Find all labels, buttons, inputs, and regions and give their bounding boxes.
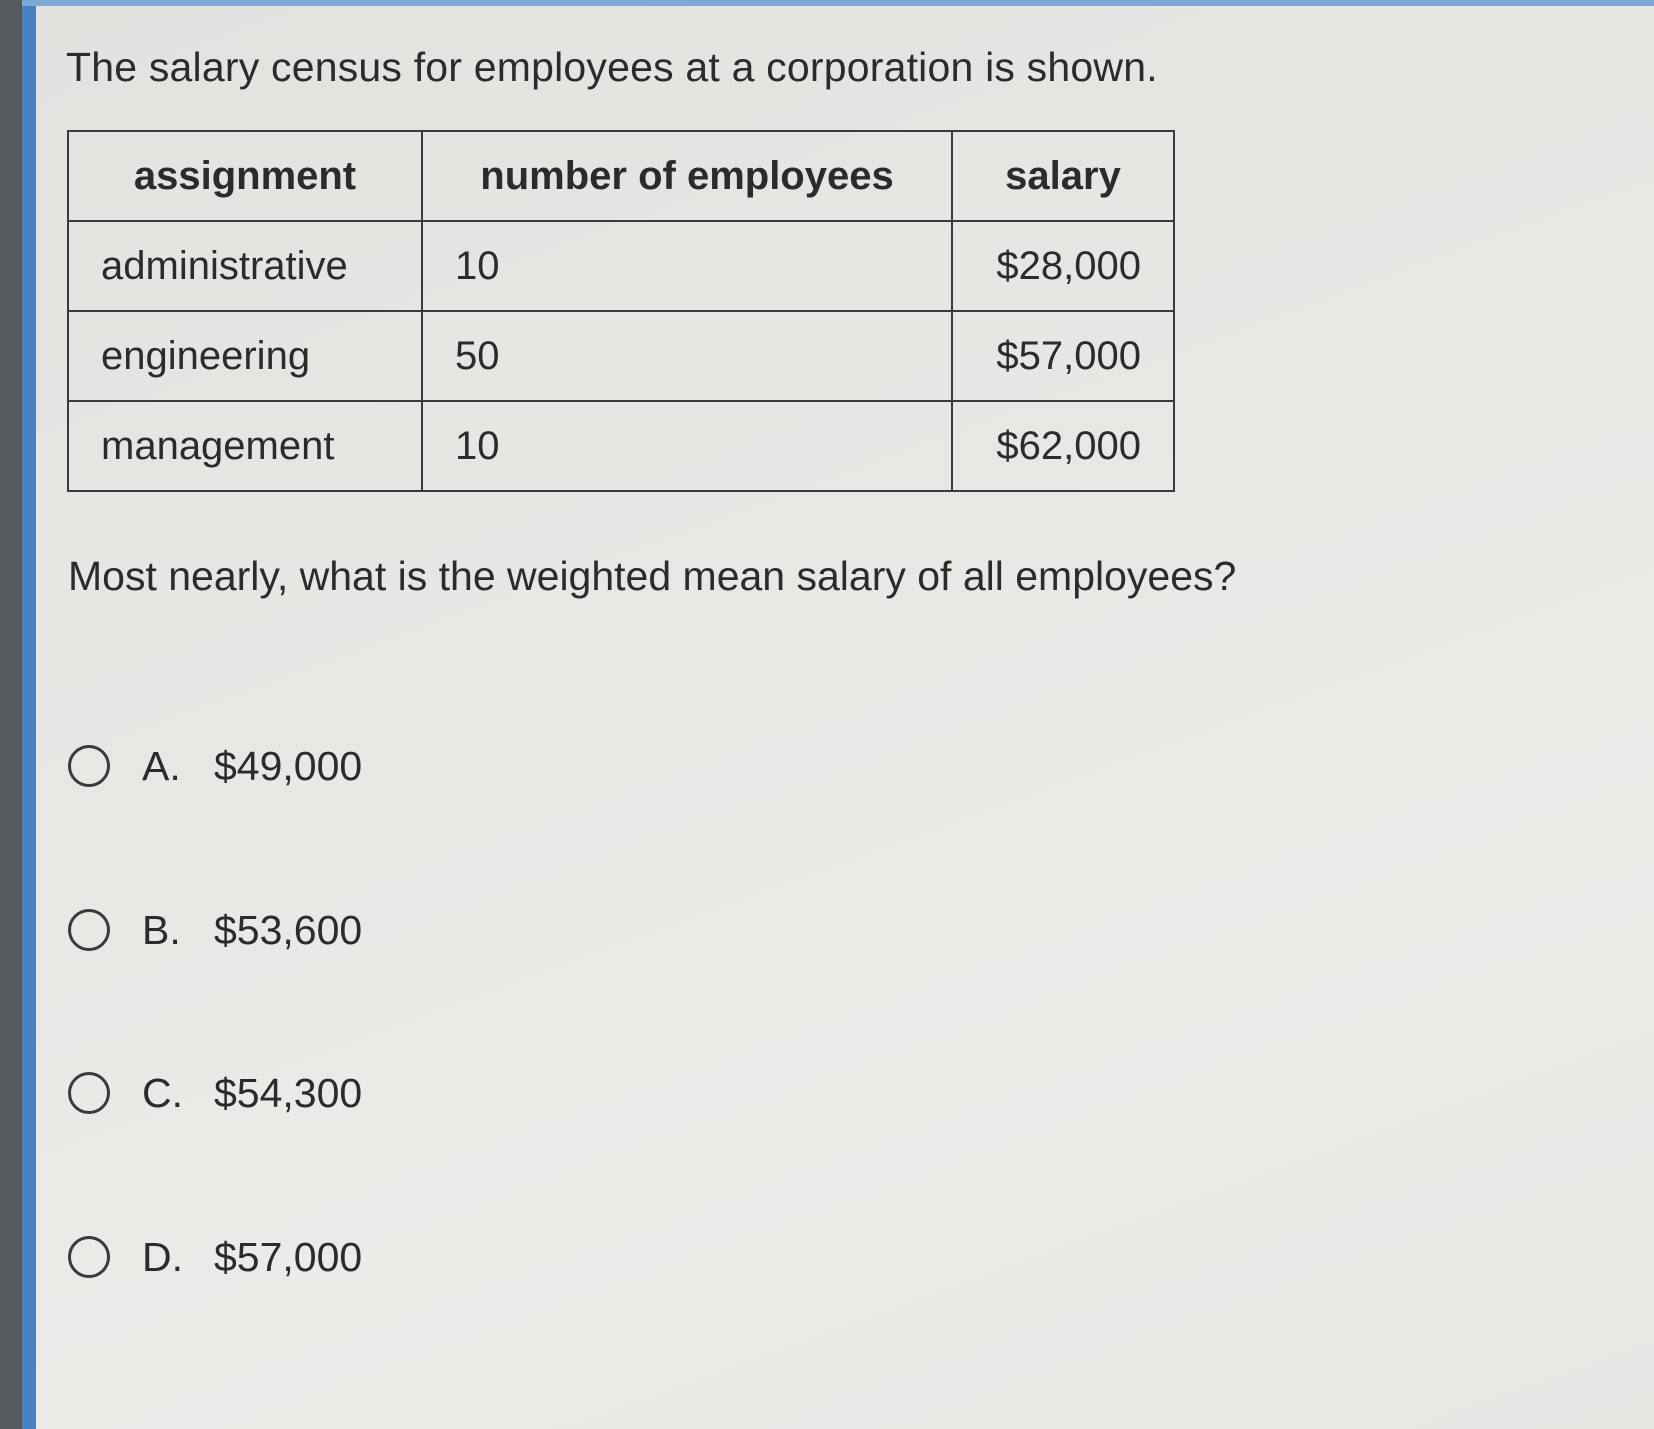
cell-assignment: engineering — [68, 311, 422, 401]
choice-c[interactable] — [68, 1065, 362, 1121]
choice-letter: A. — [142, 742, 181, 789]
cell-assignment: administrative — [68, 221, 422, 311]
question-intro: The salary census for employees at a corporation is shown. — [66, 44, 1158, 90]
choice-b[interactable] — [68, 902, 362, 958]
choice-text: $57,000 — [214, 1233, 363, 1280]
cell-employees: 10 — [422, 401, 952, 491]
radio-button-icon[interactable] — [68, 909, 110, 951]
choice-text: $49,000 — [214, 742, 363, 789]
salary-census-table — [67, 130, 1175, 492]
left-accent-bar — [22, 0, 36, 1429]
cell-salary: $57,000 — [952, 311, 1174, 401]
cell-assignment: management — [68, 401, 422, 491]
header-number-of-employees: number of employees — [422, 131, 952, 221]
table-row — [68, 221, 1174, 311]
header-salary: salary — [952, 131, 1174, 221]
radio-button-icon[interactable] — [68, 1072, 110, 1114]
choice-letter: C. — [142, 1069, 183, 1116]
choice-a[interactable] — [68, 738, 362, 794]
radio-button-icon[interactable] — [68, 745, 110, 787]
choice-letter: B. — [142, 906, 181, 953]
choice-text: $54,300 — [214, 1069, 363, 1116]
choice-d[interactable] — [68, 1229, 362, 1285]
cell-employees: 50 — [422, 311, 952, 401]
table-header-row — [68, 131, 1174, 221]
cell-salary: $28,000 — [952, 221, 1174, 311]
table-row — [68, 401, 1174, 491]
question-prompt: Most nearly, what is the weighted mean salary of all employees? — [68, 553, 1237, 599]
left-edge-strip — [0, 0, 22, 1429]
cell-salary: $62,000 — [952, 401, 1174, 491]
choice-text: $53,600 — [214, 906, 363, 953]
table-row — [68, 311, 1174, 401]
choice-letter: D. — [142, 1233, 183, 1280]
header-assignment: assignment — [68, 131, 422, 221]
cell-employees: 10 — [422, 221, 952, 311]
radio-button-icon[interactable] — [68, 1236, 110, 1278]
